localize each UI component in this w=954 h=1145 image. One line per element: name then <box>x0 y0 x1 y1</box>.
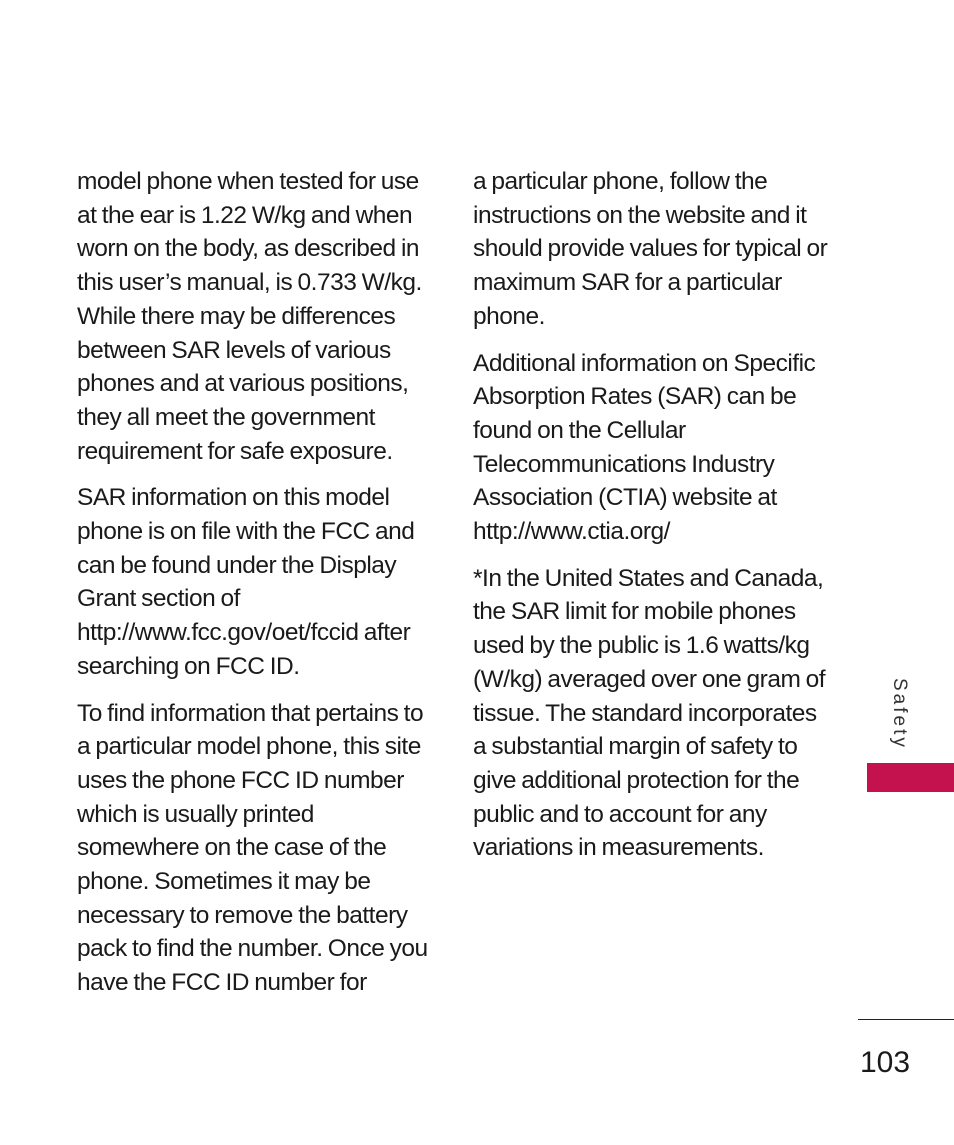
paragraph-sar-limit: *In the United States and Canada, the SAR limit for mobile phones used by the public is 1.6 watts/kg (W/kg) averaged over one gram of tissue. The standard incorporates a substantial margin of safety to give additional protection for the public and to account for any variations in measurements. <box>473 564 826 862</box>
section-label: Safety <box>889 678 910 750</box>
paragraph-website-instructions: a particular phone, follow the instructions on the website and it should provide values for typical or maximum SAR for a particular phone. <box>473 168 828 330</box>
footer-divider <box>858 1019 954 1020</box>
right-text-column <box>473 165 835 878</box>
paragraph-sar-values: model phone when tested for use at the ear is 1.22 W/kg and when worn on the body, as described in this user’s manual, is 0.733 W/kg. While there may be differences between SAR levels of various phones and at various positions, they all meet the government requirement for safe exposure. <box>77 168 422 465</box>
paragraph-find-information: To find information that pertains to a particular model phone, this site uses the phone FCC ID number which is usually printed somewhere on the case of the phone. Sometimes it may be necessary to remove the battery pack to find the number. Once you have the FCC ID number for <box>77 699 428 997</box>
paragraph-fcc-file: SAR information on this model phone is on file with the FCC and can be found under the Display Grant section of http://www.fcc.gov/oet/fccid after searching on FCC ID. <box>77 484 415 680</box>
paragraph-ctia-info: Additional information on Specific Absorption Rates (SAR) can be found on the Cellular Telecommunications Industry Association (CTIA) website at http://www.ctia.org/ <box>473 349 816 546</box>
left-text-column <box>77 165 439 1013</box>
section-tab-marker <box>867 763 954 792</box>
page-number: 103 <box>860 1046 911 1079</box>
